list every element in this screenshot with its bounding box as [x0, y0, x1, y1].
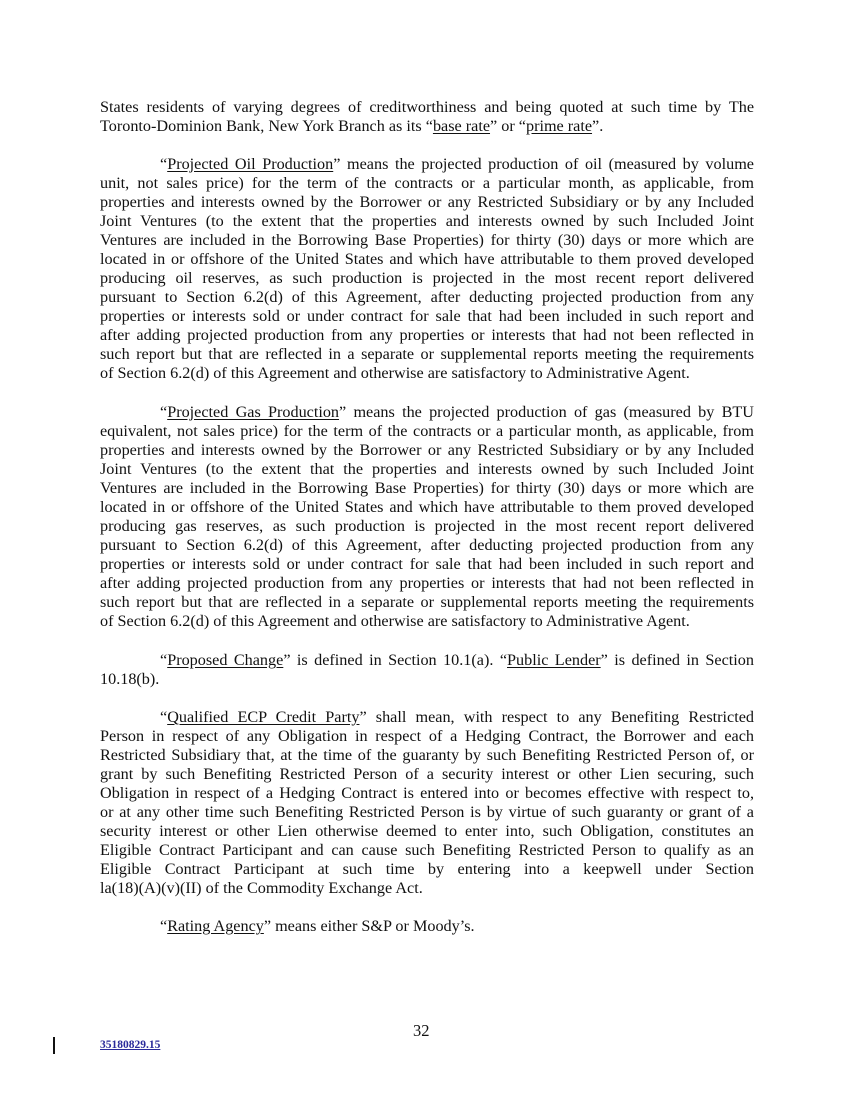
text-line: la(18)(A)(v)(II) of the Commodity Exchange Act.: [100, 879, 423, 897]
defined-term-rating-agency: Rating Agency: [167, 917, 264, 935]
text-line: Toronto-Dominion Bank, New York Branch as its “base rate” or “prime rate”.: [100, 117, 604, 135]
defined-term-base-rate: base rate: [432, 117, 491, 135]
text-line: Person in respect of any Obligation in respect of a Hedging Contract, the Borrower and each: [100, 727, 754, 745]
paragraph-heading-line: “Qualified ECP Credit Party” shall mean, with respect to any Benefiting Restricted: [160, 708, 754, 726]
page-number: 32: [413, 1021, 430, 1040]
text-line: properties or interests sold or under contract for sale that had been included in such report and: [100, 555, 754, 573]
text-line: Eligible Contract Participant and can cause such Benefiting Restricted Person to qualify as an: [100, 841, 754, 859]
text-line: of Section 6.2(d) of this Agreement and otherwise are satisfactory to Administrative Agent.: [100, 364, 690, 382]
text-line: Obligation in respect of a Hedging Contract is entered into or becomes effective with respect to,: [100, 784, 754, 802]
text-line: 10.18(b).: [100, 670, 160, 688]
text-line: after adding projected production from any properties or interests that had not been reflected in: [100, 326, 754, 344]
text-line: such report but that are reflected in a separate or supplemental reports meeting the requirements: [100, 593, 754, 611]
defined-term-public-lender: Public Lender: [507, 651, 601, 669]
text-line: pursuant to Section 6.2(d) of this Agreement, after deducting projected production from any: [100, 536, 754, 554]
paragraph-heading-line: “Projected Oil Production” means the projected production of oil (measured by volume: [160, 155, 754, 173]
text-line: Joint Ventures (to the extent that the properties and interests owned by such Included Joint: [100, 212, 754, 230]
text-line: located in or offshore of the United States and which have attributable to them proved developed: [100, 498, 754, 516]
text-line: producing oil reserves, as such production is projected in the most recent report delivered: [100, 269, 754, 287]
paragraph-heading-line: “Proposed Change” is defined in Section 10.1(a). “Public Lender” is defined in Section: [160, 651, 754, 669]
text-line: unit, not sales price) for the term of the contracts or a particular month, as applicable, from: [100, 174, 754, 192]
text-line: Restricted Subsidiary that, at the time of the guaranty by such Benefiting Restricted Person of, or: [100, 746, 754, 764]
defined-term-qualified-ecp-credit-party: Qualified ECP Credit Party: [167, 708, 360, 726]
text-line: producing gas reserves, as such production is projected in the most recent report delivered: [100, 517, 754, 535]
defined-term-prime-rate: prime rate: [525, 117, 593, 135]
text-line: pursuant to Section 6.2(d) of this Agreement, after deducting projected production from any: [100, 288, 754, 306]
text-line: properties and interests owned by the Borrower or any Restricted Subsidiary or by any Included: [100, 441, 754, 459]
text-line: States residents of varying degrees of creditworthiness and being quoted at such time by The: [100, 98, 754, 116]
text-line: or at any other time such Benefiting Restricted Person is by virtue of such guaranty or grant of a: [100, 803, 754, 821]
text-line: grant by such Benefiting Restricted Person of a security interest or other Lien securing, such: [100, 765, 754, 783]
defined-term-proposed-change: Proposed Change: [167, 651, 284, 669]
paragraph-heading-line: “Rating Agency” means either S&P or Moody’s.: [160, 917, 475, 935]
document-id: 35180829.15: [100, 1039, 161, 1051]
text-line: located in or offshore of the United States and which have attributable to them proved developed: [100, 250, 754, 268]
text-line: properties and interests owned by the Borrower or any Restricted Subsidiary or by any Included: [100, 193, 754, 211]
text-line: Eligible Contract Participant at such time by entering into a keepwell under Section: [100, 860, 754, 878]
text-line: of Section 6.2(d) of this Agreement and otherwise are satisfactory to Administrative Agent.: [100, 612, 690, 630]
text-line: Ventures are included in the Borrowing Base Properties) for thirty (30) days or more which are: [100, 231, 754, 249]
revision-bar: [53, 1037, 55, 1054]
text-line: Ventures are included in the Borrowing Base Properties) for thirty (30) days or more which are: [100, 479, 754, 497]
text-line: equivalent, not sales price) for the term of the contracts or a particular month, as applicable, from: [100, 422, 754, 440]
text-line: Joint Ventures (to the extent that the properties and interests owned by such Included Joint: [100, 460, 754, 478]
defined-term-projected-gas-production: Projected Gas Production: [167, 403, 340, 421]
text-line: such report but that are reflected in a separate or supplemental reports meeting the requirements: [100, 345, 754, 363]
text-line: security interest or other Lien otherwise deemed to enter into, such Obligation, constitutes an: [100, 822, 754, 840]
text-line: after adding projected production from any properties or interests that had not been reflected in: [100, 574, 754, 592]
paragraph-heading-line: “Projected Gas Production” means the projected production of gas (measured by BTU: [160, 403, 754, 421]
text-line: properties or interests sold or under contract for sale that had been included in such report and: [100, 307, 754, 325]
defined-term-projected-oil-production: Projected Oil Production: [167, 155, 334, 173]
